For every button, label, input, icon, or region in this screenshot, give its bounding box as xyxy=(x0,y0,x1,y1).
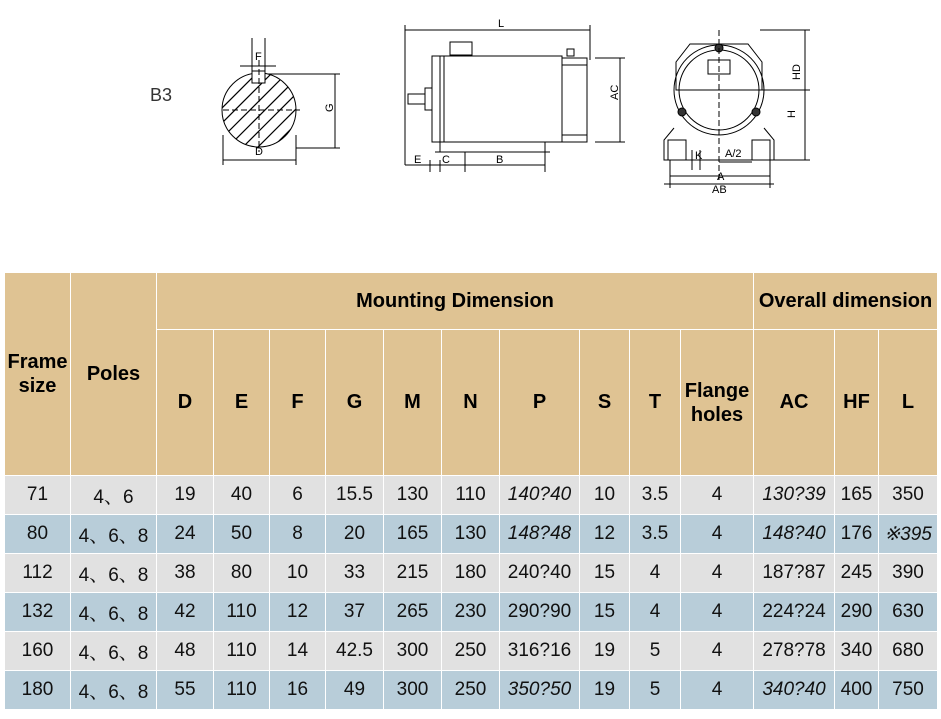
cell-g: 49 xyxy=(326,671,384,710)
header-poles: Poles xyxy=(71,273,157,476)
cell-t: 4 xyxy=(630,593,681,632)
cell-hf: 290 xyxy=(835,593,879,632)
cell-s: 19 xyxy=(580,632,630,671)
cell-t: 5 xyxy=(630,632,681,671)
cell-t: 3.5 xyxy=(630,476,681,515)
header-mounting-dimension: Mounting Dimension xyxy=(157,273,754,330)
cell-d: 48 xyxy=(157,632,214,671)
cell-f: 6 xyxy=(270,476,326,515)
front-label-k: K xyxy=(695,150,703,162)
cell-e: 80 xyxy=(214,554,270,593)
header-d: D xyxy=(157,330,214,476)
cell-hf: 340 xyxy=(835,632,879,671)
motor-front-view-drawing xyxy=(664,30,810,188)
cell-t: 5 xyxy=(630,671,681,710)
cell-l: 680 xyxy=(879,632,938,671)
cell-g: 33 xyxy=(326,554,384,593)
cell-f: 12 xyxy=(270,593,326,632)
dimension-drawing-svg xyxy=(0,0,941,230)
cell-poles: 4、6、8 xyxy=(71,515,157,554)
cell-hf: 165 xyxy=(835,476,879,515)
cell-ac: 187?87 xyxy=(754,554,835,593)
header-hf: HF xyxy=(835,330,879,476)
cell-p: 140?40 xyxy=(500,476,580,515)
cell-frame: 132 xyxy=(5,593,71,632)
table-row xyxy=(5,671,938,710)
header-overall-dimension: Overall dimension xyxy=(754,273,938,330)
cell-frame: 112 xyxy=(5,554,71,593)
cell-n: 230 xyxy=(442,593,500,632)
header-t: T xyxy=(630,330,681,476)
cell-poles: 4、6、8 xyxy=(71,554,157,593)
cell-flange-holes: 4 xyxy=(681,515,754,554)
cell-e: 110 xyxy=(214,671,270,710)
side-label-b: B xyxy=(496,154,504,166)
cell-ac: 340?40 xyxy=(754,671,835,710)
cell-s: 12 xyxy=(580,515,630,554)
header-ac: AC xyxy=(754,330,835,476)
cell-d: 19 xyxy=(157,476,214,515)
header-m: M xyxy=(384,330,442,476)
side-label-c: C xyxy=(442,154,450,166)
cell-e: 110 xyxy=(214,593,270,632)
view-label: B3 xyxy=(150,85,173,105)
cell-ac: 148?40 xyxy=(754,515,835,554)
cell-d: 42 xyxy=(157,593,214,632)
shaft-label-f: F xyxy=(255,51,262,63)
front-label-a-half: A/2 xyxy=(725,148,742,160)
cell-n: 250 xyxy=(442,671,500,710)
cell-poles: 4、6、8 xyxy=(71,671,157,710)
front-label-a: A xyxy=(717,171,725,183)
cell-g: 15.5 xyxy=(326,476,384,515)
cell-ac: 278?78 xyxy=(754,632,835,671)
table-row xyxy=(5,554,938,593)
cell-l: ※395 xyxy=(879,515,938,554)
header-l: L xyxy=(879,330,938,476)
cell-poles: 4、6、8 xyxy=(71,593,157,632)
front-label-hd: HD xyxy=(791,64,803,80)
cell-m: 130 xyxy=(384,476,442,515)
cell-frame: 71 xyxy=(5,476,71,515)
cell-e: 110 xyxy=(214,632,270,671)
cell-flange-holes: 4 xyxy=(681,593,754,632)
side-label-ac: AC xyxy=(609,84,621,100)
cell-e: 50 xyxy=(214,515,270,554)
side-label-e: E xyxy=(414,154,422,166)
cell-flange-holes: 4 xyxy=(681,476,754,515)
cell-p: 148?48 xyxy=(500,515,580,554)
table-row xyxy=(5,476,938,515)
cell-g: 42.5 xyxy=(326,632,384,671)
cell-l: 350 xyxy=(879,476,938,515)
cell-frame: 80 xyxy=(5,515,71,554)
cell-d: 24 xyxy=(157,515,214,554)
shaft-section-drawing xyxy=(200,38,340,165)
cell-m: 165 xyxy=(384,515,442,554)
front-label-ab: AB xyxy=(712,184,727,196)
table-row xyxy=(5,515,938,554)
cell-hf: 245 xyxy=(835,554,879,593)
cell-poles: 4、6、8 xyxy=(71,632,157,671)
cell-t: 3.5 xyxy=(630,515,681,554)
cell-g: 37 xyxy=(326,593,384,632)
cell-g: 20 xyxy=(326,515,384,554)
shaft-label-d: D xyxy=(255,146,263,158)
cell-e: 40 xyxy=(214,476,270,515)
header-g: G xyxy=(326,330,384,476)
cell-m: 300 xyxy=(384,632,442,671)
header-p: P xyxy=(500,330,580,476)
cell-l: 630 xyxy=(879,593,938,632)
cell-m: 300 xyxy=(384,671,442,710)
cell-n: 250 xyxy=(442,632,500,671)
cell-n: 130 xyxy=(442,515,500,554)
motor-side-view-drawing xyxy=(405,25,625,172)
cell-s: 15 xyxy=(580,554,630,593)
header-f: F xyxy=(270,330,326,476)
cell-l: 750 xyxy=(879,671,938,710)
cell-l: 390 xyxy=(879,554,938,593)
cell-ac: 224?24 xyxy=(754,593,835,632)
cell-f: 10 xyxy=(270,554,326,593)
table-row xyxy=(5,632,938,671)
cell-flange-holes: 4 xyxy=(681,632,754,671)
shaft-label-g: G xyxy=(324,103,336,112)
cell-poles: 4、6 xyxy=(71,476,157,515)
cell-p: 316?16 xyxy=(500,632,580,671)
cell-d: 55 xyxy=(157,671,214,710)
cell-f: 8 xyxy=(270,515,326,554)
cell-flange-holes: 4 xyxy=(681,671,754,710)
cell-flange-holes: 4 xyxy=(681,554,754,593)
header-frame-size: Frame size xyxy=(5,273,71,476)
cell-n: 180 xyxy=(442,554,500,593)
cell-f: 16 xyxy=(270,671,326,710)
cell-frame: 160 xyxy=(5,632,71,671)
cell-hf: 400 xyxy=(835,671,879,710)
header-n: N xyxy=(442,330,500,476)
header-e: E xyxy=(214,330,270,476)
cell-p: 240?40 xyxy=(500,554,580,593)
header-flange-holes: Flange holes xyxy=(681,330,754,476)
dimension-table xyxy=(4,272,938,710)
cell-n: 110 xyxy=(442,476,500,515)
cell-s: 10 xyxy=(580,476,630,515)
cell-ac: 130?39 xyxy=(754,476,835,515)
cell-f: 14 xyxy=(270,632,326,671)
table-row xyxy=(5,593,938,632)
cell-d: 38 xyxy=(157,554,214,593)
cell-t: 4 xyxy=(630,554,681,593)
dimension-drawings xyxy=(0,0,941,230)
side-label-l: L xyxy=(498,18,505,30)
cell-frame: 180 xyxy=(5,671,71,710)
cell-m: 265 xyxy=(384,593,442,632)
cell-p: 290?90 xyxy=(500,593,580,632)
cell-s: 15 xyxy=(580,593,630,632)
header-s: S xyxy=(580,330,630,476)
cell-p: 350?50 xyxy=(500,671,580,710)
front-label-h: H xyxy=(786,110,798,118)
cell-m: 215 xyxy=(384,554,442,593)
cell-hf: 176 xyxy=(835,515,879,554)
cell-s: 19 xyxy=(580,671,630,710)
